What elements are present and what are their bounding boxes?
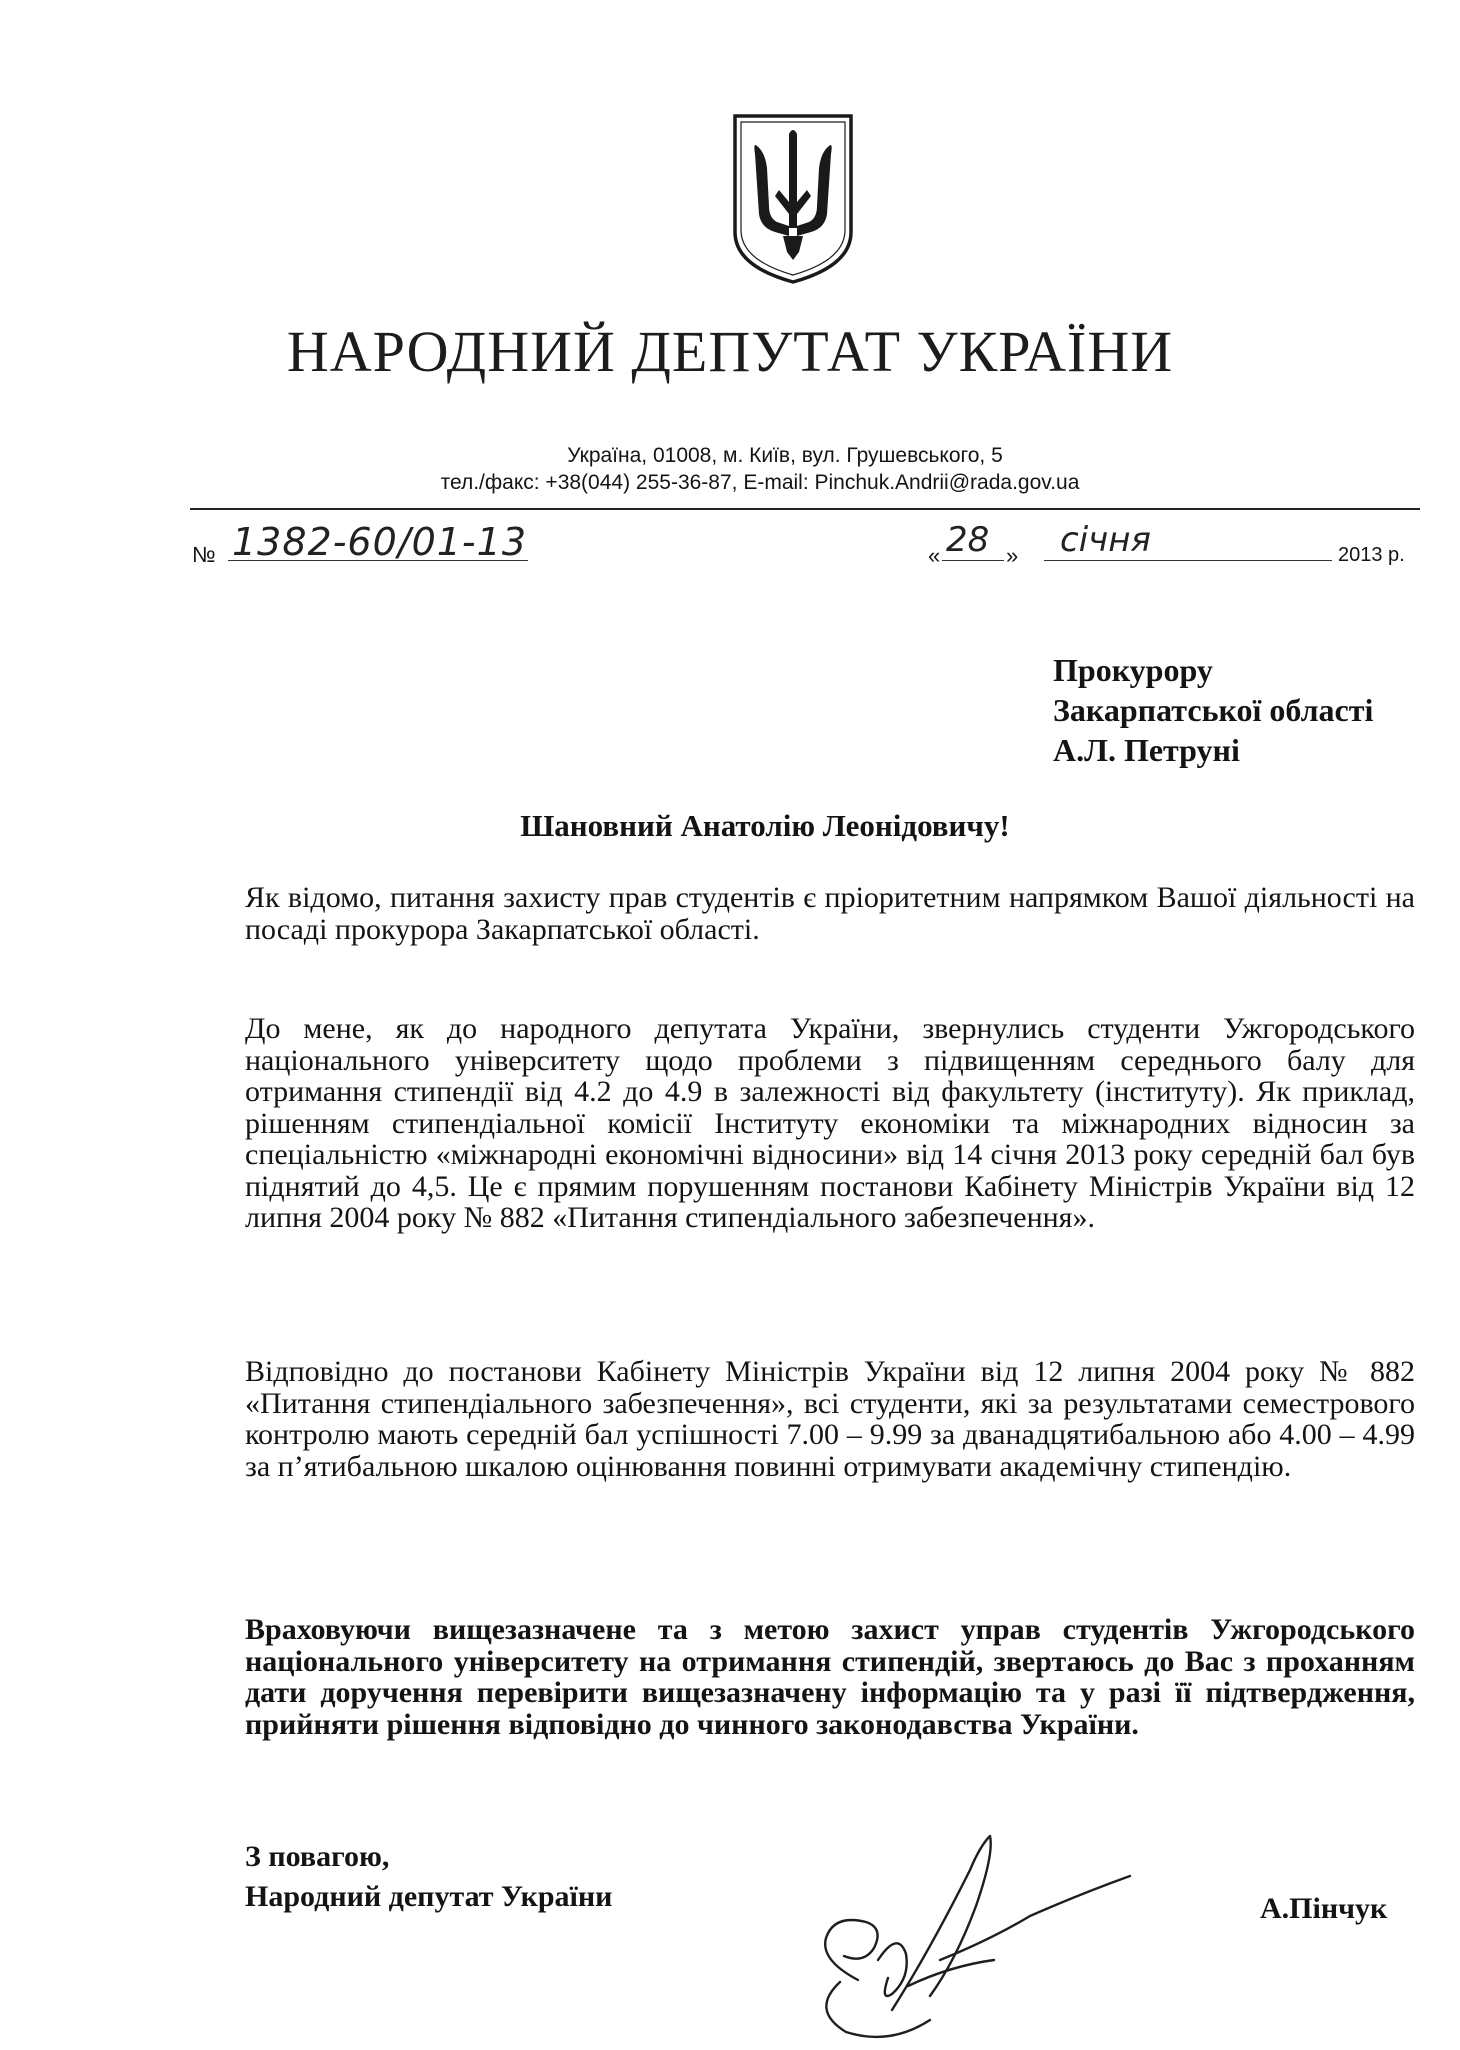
salutation: Шановний Анатолію Леонідовичу! [520, 808, 1010, 843]
handwritten-signature-icon [780, 1810, 1140, 2050]
number-underline [228, 560, 528, 561]
number-label: № [192, 542, 216, 567]
header-divider [190, 508, 1420, 510]
trident-coat-of-arms-icon [729, 110, 857, 286]
signer-name: А.Пінчук [1260, 1892, 1388, 1925]
addressee-region: Закарпатської області [1053, 692, 1374, 728]
date-quote-close: » [1006, 543, 1019, 568]
addressee-name: А.Л. Петруні [1053, 732, 1240, 768]
request-paragraph: Враховуючи вищезазначене та з метою захист управ студентів Ужгородського національного університету на отримання стипендій, звертаюсь до Вас з проханням дати доручення перевірити вищезазначену інформацію та у разі її підтвердження, прийняти рішення відповідно до чинного законодавства України. [245, 1613, 1415, 1741]
body-paragraph: Як відомо, питання захисту прав студентів є пріоритетним напрямком Вашої діяльності на посаді прокурора Закарпатської області. [245, 881, 1415, 946]
date-month: січня [1060, 520, 1151, 560]
body-paragraph: До мене, як до народного депутата України, звернулись студенти Ужгородського національного університету щодо проблеми з підвищенням середнього балу для отримання стипендії від 4.2 до 4.9 в залежності від факультету (інституту). Як приклад, рішенням стипендіальної комісії Інституту економіки та міжнародних відносин за спеціальністю «міжнародні економічні відносини» від 14 січня 2013 року середній бал був піднятий до 4,5. Це є прямим порушенням постанови Кабінету Міністрів України від 12 липня 2004 року № 882 «Питання стипендіального забезпечення». [245, 1012, 1415, 1234]
month-underline [1044, 560, 1332, 561]
address-line: Україна, 01008, м. Київ, вул. Грушевського, 5 [567, 444, 1003, 467]
document-title: НАРОДНИЙ ДЕПУТАТ УКРАЇНИ [286, 319, 1174, 384]
date-year: 2013 р. [1338, 544, 1405, 566]
body-paragraph: Відповідно до постанови Кабінету Міністрів України від 12 липня 2004 року № 882 «Питання стипендіального забезпечення», всі студенти, які за результатами семестрового контролю мають середній бал успішності 7.00 – 9.99 за дванадцятибальною або 4.00 – 4.99 за п’ятибальною шкалою оцінювання повинні отримувати академічну стипендію. [245, 1355, 1415, 1483]
date-quote-open: « [928, 543, 941, 568]
signer-position: Народний депутат України [245, 1880, 613, 1913]
addressee-title: Прокурору [1053, 652, 1213, 688]
day-underline [942, 560, 1004, 561]
closing-phrase: З повагою, [245, 1840, 390, 1873]
contact-line: тел./факс: +38(044) 255-36-87, E-mail: Pinchuk.Andrii@rada.gov.ua [440, 471, 1080, 494]
date-day: 28 [946, 520, 990, 560]
reference-number: 1382-60/01-13 [232, 520, 527, 564]
